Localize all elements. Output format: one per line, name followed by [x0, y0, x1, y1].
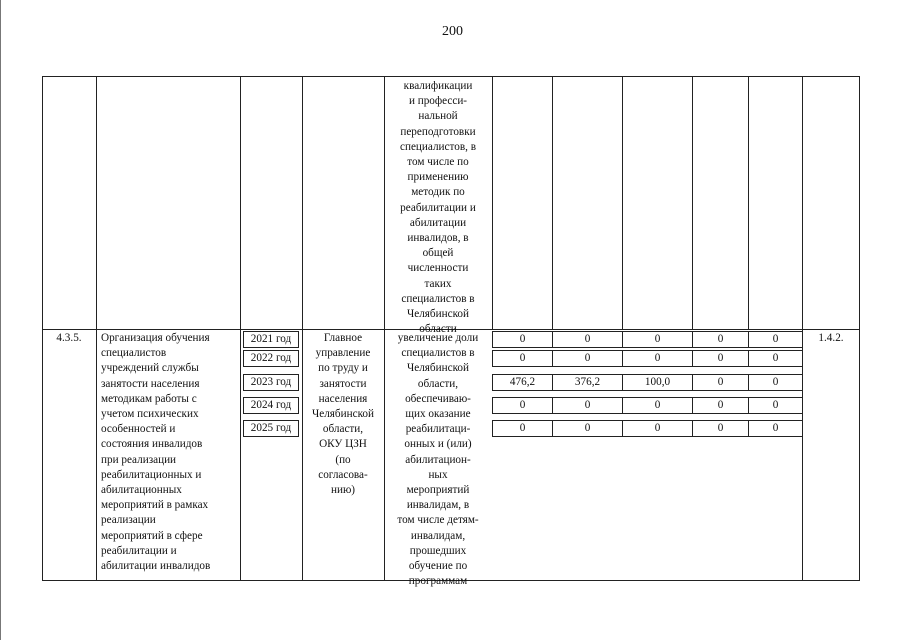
value-cell: 0: [692, 420, 749, 437]
value-cell: 376,2: [552, 374, 623, 391]
value-cell: 0: [692, 374, 749, 391]
year-cell: 2023 год: [243, 374, 299, 391]
year-cell: 2024 год: [243, 397, 299, 414]
value-cell: 0: [622, 420, 693, 437]
column-divider: [492, 76, 493, 330]
value-cell: 0: [492, 331, 553, 348]
value-cell: 0: [692, 397, 749, 414]
column-divider: [622, 76, 623, 330]
executor: Главное управление по труду и занятости населения Челябинской области, ОКУ ЦЗН (по согласова- нию): [311, 332, 375, 497]
value-cell: 0: [492, 420, 553, 437]
value-cell: 0: [748, 374, 803, 391]
value-cell: 0: [552, 331, 623, 348]
year-cell: 2025 год: [243, 420, 299, 437]
page-left-edge: [0, 0, 1, 640]
measure-name: Организация обучения специалистов учреждений службы занятости населения методикам работы с учетом психических особенностей и состояния инвалидов при реализации реабилитационных и абилитационных мероприятий в рамках реализации мероприятий в сфере реабилитации и абилитации инвалидов: [101, 332, 211, 573]
value-cell: 0: [748, 350, 803, 367]
page-number: 200: [442, 24, 463, 39]
year-cell: 2022 год: [243, 350, 299, 367]
indicator: увеличение доли специалистов в Челябинской области, обеспечиваю- щих оказание реабилитаци- онных и (или) абилитацион- ных мероприятий инвалидам, в том числе детям- инвалидам, прошедших обучение по программам: [397, 332, 479, 588]
value-cell: 0: [692, 331, 749, 348]
value-cell: 0: [492, 350, 553, 367]
goal-reference: 1.4.2.: [818, 332, 844, 344]
column-divider: [552, 76, 553, 330]
row-number: 4.3.5.: [56, 332, 82, 344]
value-cell: 0: [748, 397, 803, 414]
continued-indicator: квалификации и професси- нальной переподготовки специалистов, в том числе по применению методик по реабилитации и абилитации инвалидов, в общей численности таких специалистов в Челябинской области: [400, 80, 476, 336]
value-cell: 0: [692, 350, 749, 367]
value-cell: 0: [622, 350, 693, 367]
value-cell: 0: [552, 420, 623, 437]
value-cell: 100,0: [622, 374, 693, 391]
value-cell: 476,2: [492, 374, 553, 391]
value-cell: 0: [748, 331, 803, 348]
year-cell: 2021 год: [243, 331, 299, 348]
value-cell: 0: [492, 397, 553, 414]
value-cell: 0: [622, 331, 693, 348]
value-cell: 0: [552, 350, 623, 367]
value-cell: 0: [622, 397, 693, 414]
value-cell: 0: [552, 397, 623, 414]
value-cell: 0: [748, 420, 803, 437]
column-divider: [692, 76, 693, 330]
column-divider: [748, 76, 749, 330]
